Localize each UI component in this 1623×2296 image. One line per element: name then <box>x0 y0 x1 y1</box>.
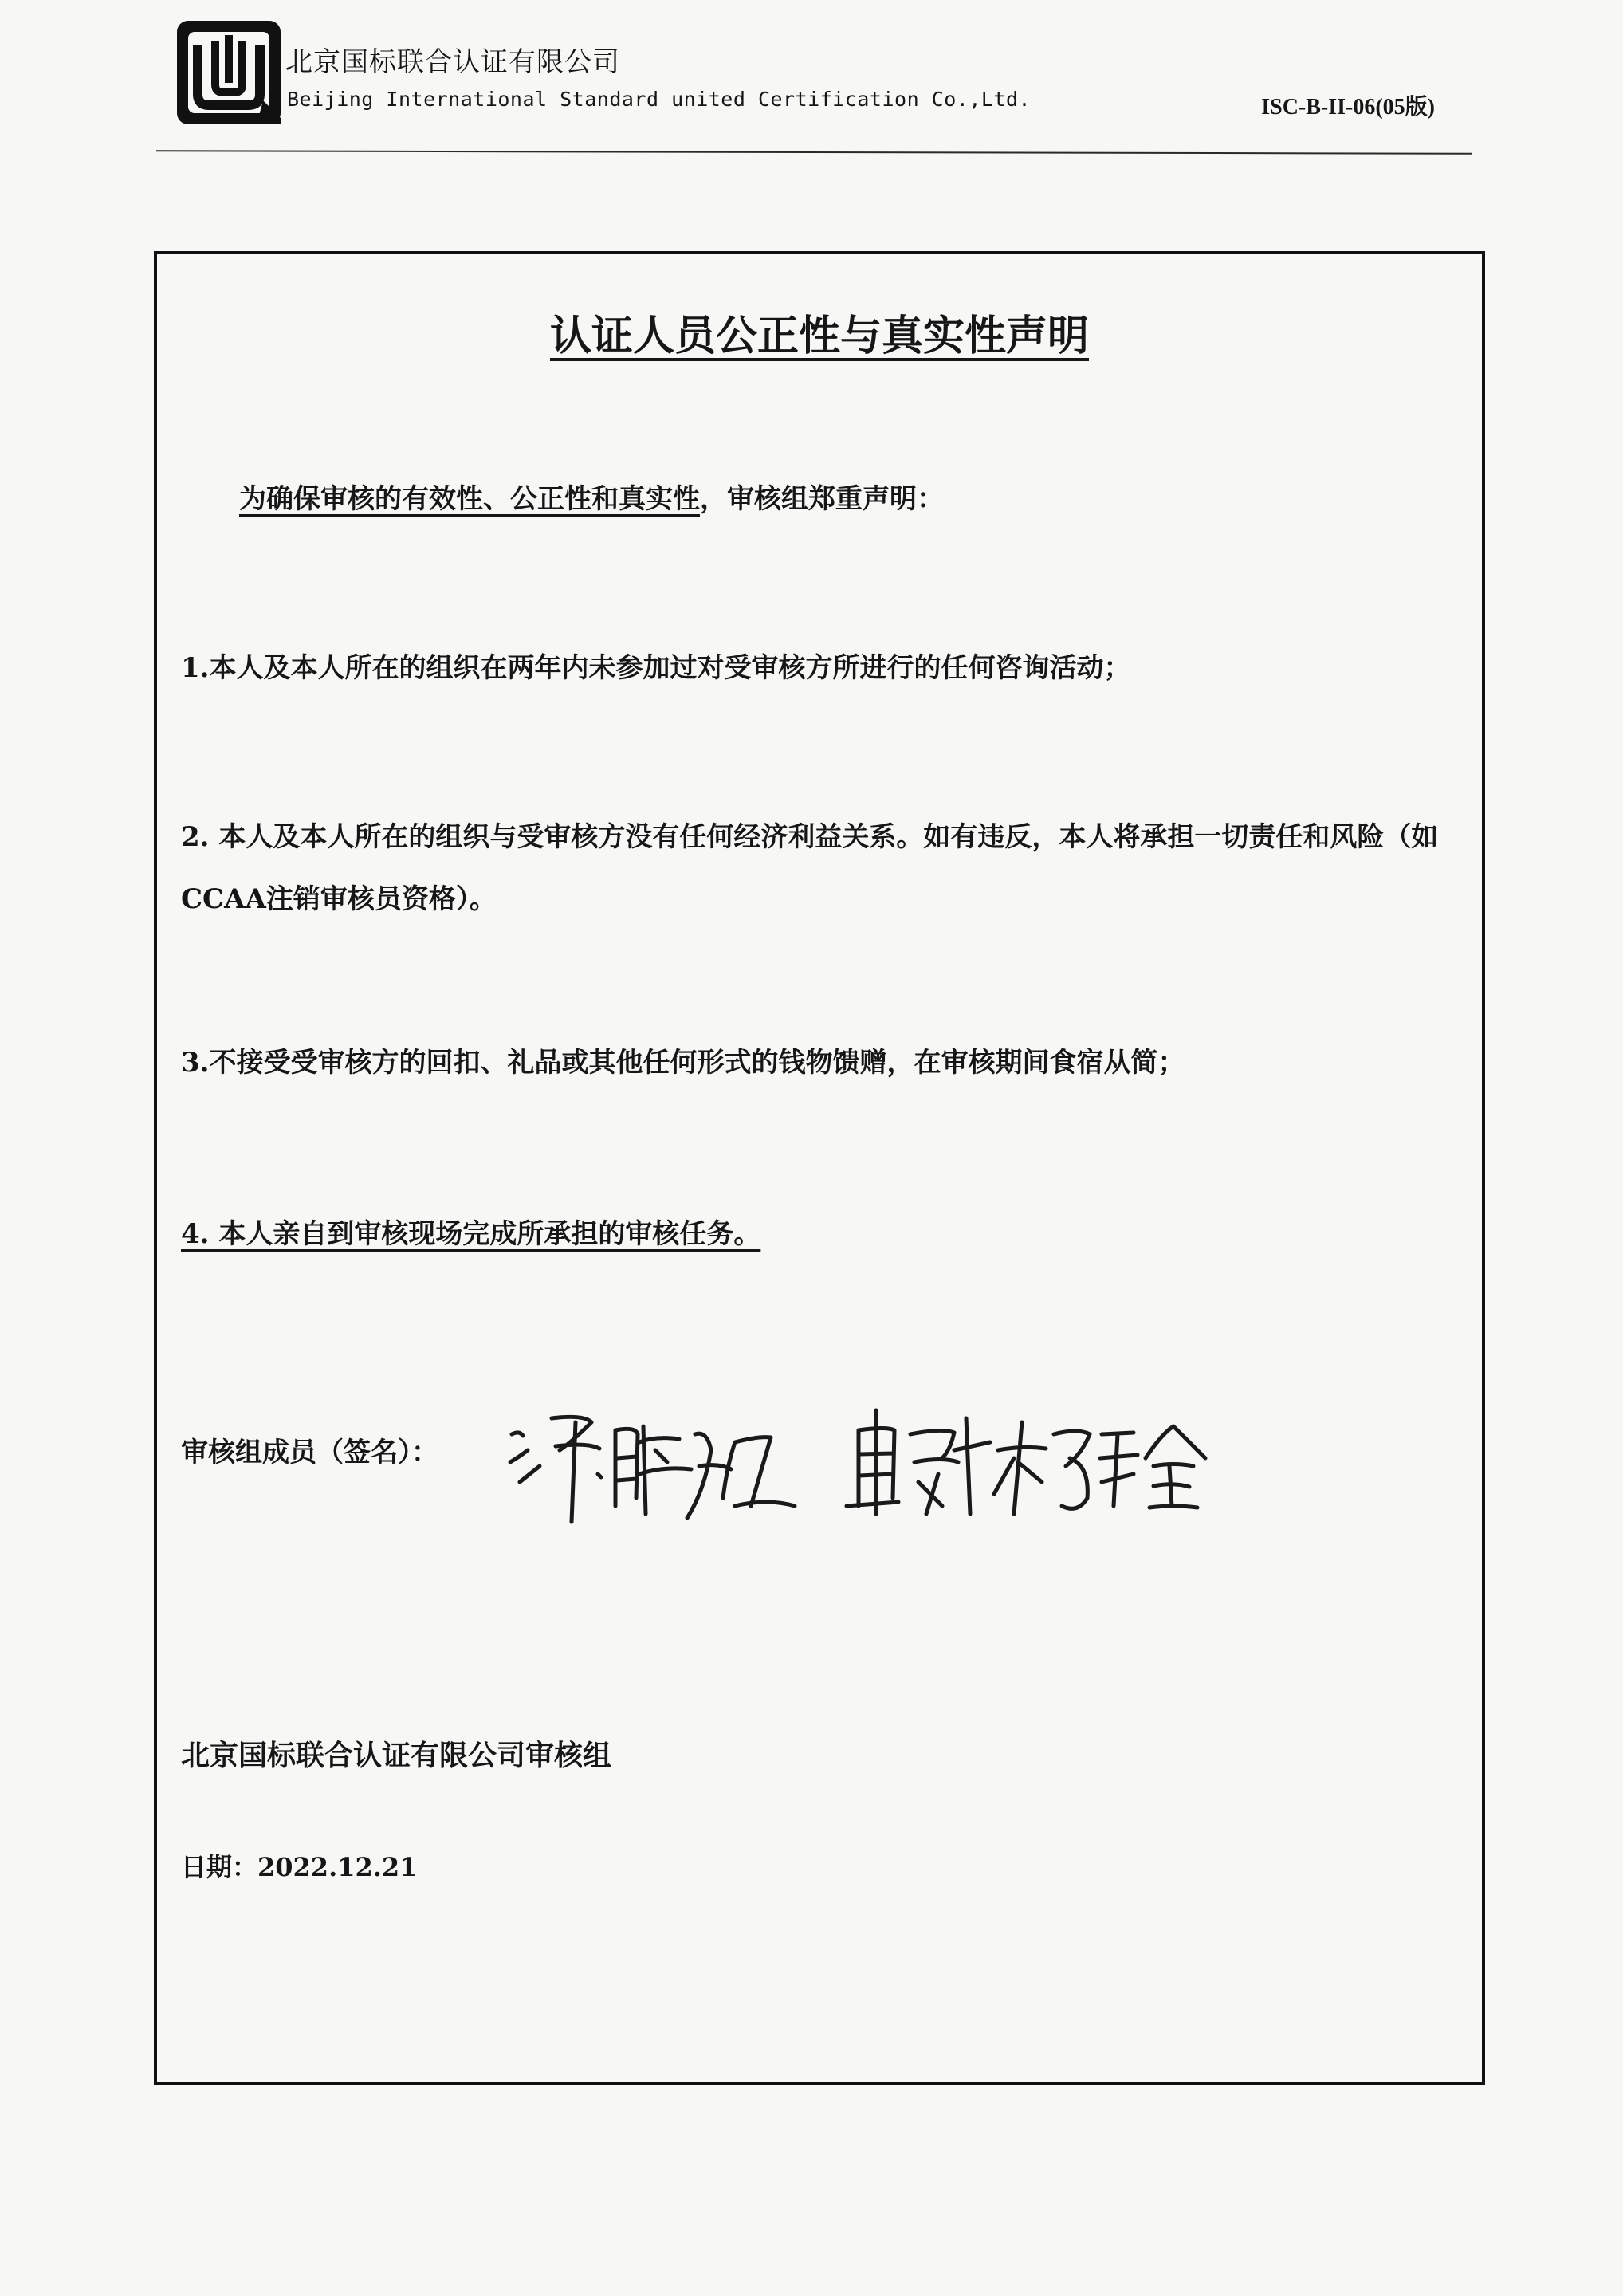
declaration-frame <box>154 251 1485 2085</box>
company-logo-icon <box>174 18 284 128</box>
signature-label: 审核组成员（签名）： <box>181 1437 438 1468</box>
audit-team-name: 北京国标联合认证有限公司审核组 <box>181 1739 612 1772</box>
document-code: ISC-B-II-06(05版) <box>1261 95 1435 120</box>
company-name-en: Beijing International Standard united Certification Co.,Ltd. <box>287 88 1032 111</box>
declaration-item-3: 3.不接受受审核方的回扣、礼品或其他任何形式的钱物馈赠，在审核期间食宿从简； <box>181 1047 1185 1079</box>
declaration-item-4: 4. 本人亲自到审核现场完成所承担的审核任务。 <box>181 1218 761 1250</box>
declaration-date: 日期：2022.12.21 <box>181 1852 418 1882</box>
intro-rest-text: ，审核组郑重声明： <box>700 483 944 515</box>
handwritten-signature <box>496 1386 1277 1546</box>
intro-paragraph <box>239 468 1466 530</box>
declaration-item-2: 2. 本人及本人所在的组织与受审核方没有任何经济利益关系。如有违反，本人将承担一切责任和风险（如CCAA注销审核员资格）。 <box>181 821 1439 915</box>
intro-underlined-text: 为确保审核的有效性、公正性和真实性 <box>239 483 700 515</box>
page-header <box>0 0 1623 167</box>
declaration-title: 认证人员公正性与真实性声明 <box>549 313 1089 360</box>
company-name-cn: 北京国标联合认证有限公司 <box>285 46 620 78</box>
declaration-item-1: 1.本人及本人所在的组织在两年内未参加过对受审核方所进行的任何咨询活动； <box>181 652 1131 684</box>
header-divider <box>156 150 1472 154</box>
